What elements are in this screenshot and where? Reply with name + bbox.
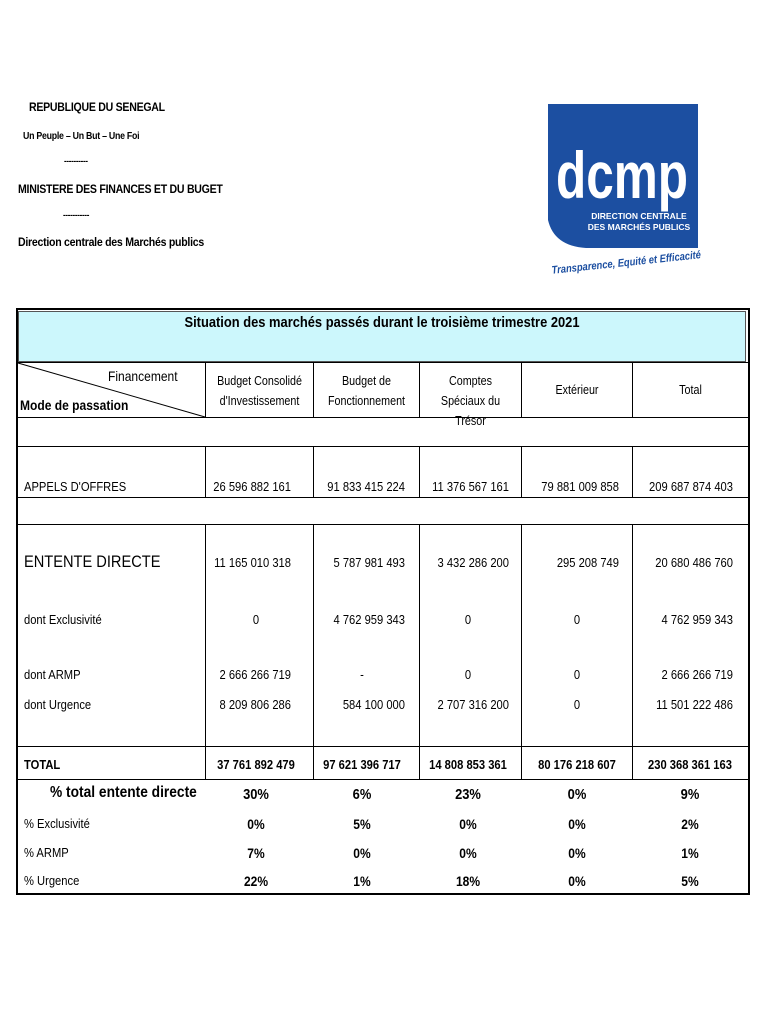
logo-acronym: dcmp xyxy=(556,138,688,212)
table-cell: 584 100 000 xyxy=(342,697,405,712)
table-cell: 5% xyxy=(353,816,371,832)
table-cell: 26 596 882 161 xyxy=(213,479,291,494)
row-label-entente-directe: ENTENTE DIRECTE xyxy=(24,552,161,571)
republic-title: REPUBLIQUE DU SENEGAL xyxy=(29,100,165,114)
table-cell: 37 761 892 479 xyxy=(217,757,295,772)
national-motto: Un Peuple – Un But – Une Foi xyxy=(23,131,140,142)
table-cell: 0% xyxy=(568,873,586,889)
table-title: Situation des marchés passés durant le troisième trimestre 2021 xyxy=(184,314,580,331)
table-cell: 18% xyxy=(455,873,481,889)
table-cell: - xyxy=(360,667,364,682)
row-label-exclusivite: dont Exclusivité xyxy=(24,612,102,627)
table-cell: 4 762 959 343 xyxy=(333,612,405,627)
table-cell: 11 376 567 161 xyxy=(432,479,509,494)
table-cell: 5% xyxy=(681,873,699,889)
table-cell: 1% xyxy=(681,845,699,861)
table-cell: 0% xyxy=(459,845,477,861)
col-header-exterieur: Extérieur xyxy=(555,383,599,397)
table-cell: 6% xyxy=(352,786,372,803)
table-cell: 0% xyxy=(568,816,586,832)
table-cell: 11 165 010 318 xyxy=(214,555,291,570)
logo-line1: DIRECTION CENTRALE xyxy=(591,211,687,221)
table-cell: 79 881 009 858 xyxy=(541,479,619,494)
row-label-pct-armp: % ARMP xyxy=(24,845,69,860)
table-cell: 97 621 396 717 xyxy=(323,757,401,772)
logo-line2: DES MARCHÉS PUBLICS xyxy=(587,222,691,232)
table-cell: 295 208 749 xyxy=(556,555,619,570)
row-label-pct-exclusivite: % Exclusivité xyxy=(24,816,90,831)
table-cell: 2 666 266 719 xyxy=(661,667,733,682)
table-cell: 0% xyxy=(568,845,586,861)
row-label-pct-entente: % total entente directe xyxy=(50,784,197,801)
table-cell: 0 xyxy=(464,612,472,627)
table-cell: 3 432 286 200 xyxy=(437,555,509,570)
ministry-title: MINISTERE DES FINANCES ET DU BUGET xyxy=(18,182,223,196)
table-cell: 7% xyxy=(247,845,265,861)
row-label-pct-urgence: % Urgence xyxy=(24,873,80,888)
table-cell: 0 xyxy=(573,697,581,712)
table-cell: 2% xyxy=(681,816,699,832)
dcmp-logo xyxy=(546,100,728,280)
table-cell: 4 762 959 343 xyxy=(661,612,733,627)
table-cell: 8 209 806 286 xyxy=(219,697,291,712)
col-header-total: Total xyxy=(679,383,702,397)
table-cell: 23% xyxy=(455,786,481,803)
table-cell: 0 xyxy=(573,667,581,682)
table-cell: 0% xyxy=(353,845,371,861)
row-label-appels-offres: APPELS D'OFFRES xyxy=(24,479,127,494)
table-cell: 1% xyxy=(353,873,371,889)
table-cell: 0% xyxy=(459,816,477,832)
col-header-budget-investissement: Budget Consolidé d'Investissement xyxy=(217,374,302,408)
logo-tagline: Transparence, Equité et Efficacité xyxy=(551,246,728,277)
table-cell: 209 687 874 403 xyxy=(649,479,733,494)
row-label-armp: dont ARMP xyxy=(24,667,81,682)
table-cell: 30% xyxy=(243,786,269,803)
col-header-comptes-speciaux: Comptes Spéciaux du Trésor xyxy=(440,374,501,428)
table-cell: 9% xyxy=(680,786,700,803)
corner-mode-passation: Mode de passation xyxy=(20,397,129,413)
table-cell: 22% xyxy=(243,873,269,889)
table-cell: 0 xyxy=(252,612,260,627)
corner-financement: Financement xyxy=(108,368,178,384)
table-cell: 0% xyxy=(247,816,265,832)
col-header-budget-fonctionnement: Budget de Fonctionnement xyxy=(327,374,406,408)
table-cell: 11 501 222 486 xyxy=(656,697,733,712)
table-cell: 2 666 266 719 xyxy=(219,667,291,682)
separator: ----------- xyxy=(63,210,90,220)
table-cell: 80 176 218 607 xyxy=(538,757,616,772)
table-cell: 0 xyxy=(464,667,472,682)
row-label-urgence: dont Urgence xyxy=(24,697,92,712)
separator: ---------- xyxy=(64,156,88,166)
table-cell: 2 707 316 200 xyxy=(437,697,509,712)
table-cell: 20 680 486 760 xyxy=(655,555,733,570)
table-cell: 0% xyxy=(567,786,587,803)
row-label-total: TOTAL xyxy=(24,757,61,772)
table-cell: 14 808 853 361 xyxy=(429,757,507,772)
table-cell: 5 787 981 493 xyxy=(333,555,405,570)
table-cell: 0 xyxy=(573,612,581,627)
table-cell: 230 368 361 163 xyxy=(648,757,732,772)
table-cell: 91 833 415 224 xyxy=(327,479,405,494)
direction-title: Direction centrale des Marchés publics xyxy=(18,235,204,249)
